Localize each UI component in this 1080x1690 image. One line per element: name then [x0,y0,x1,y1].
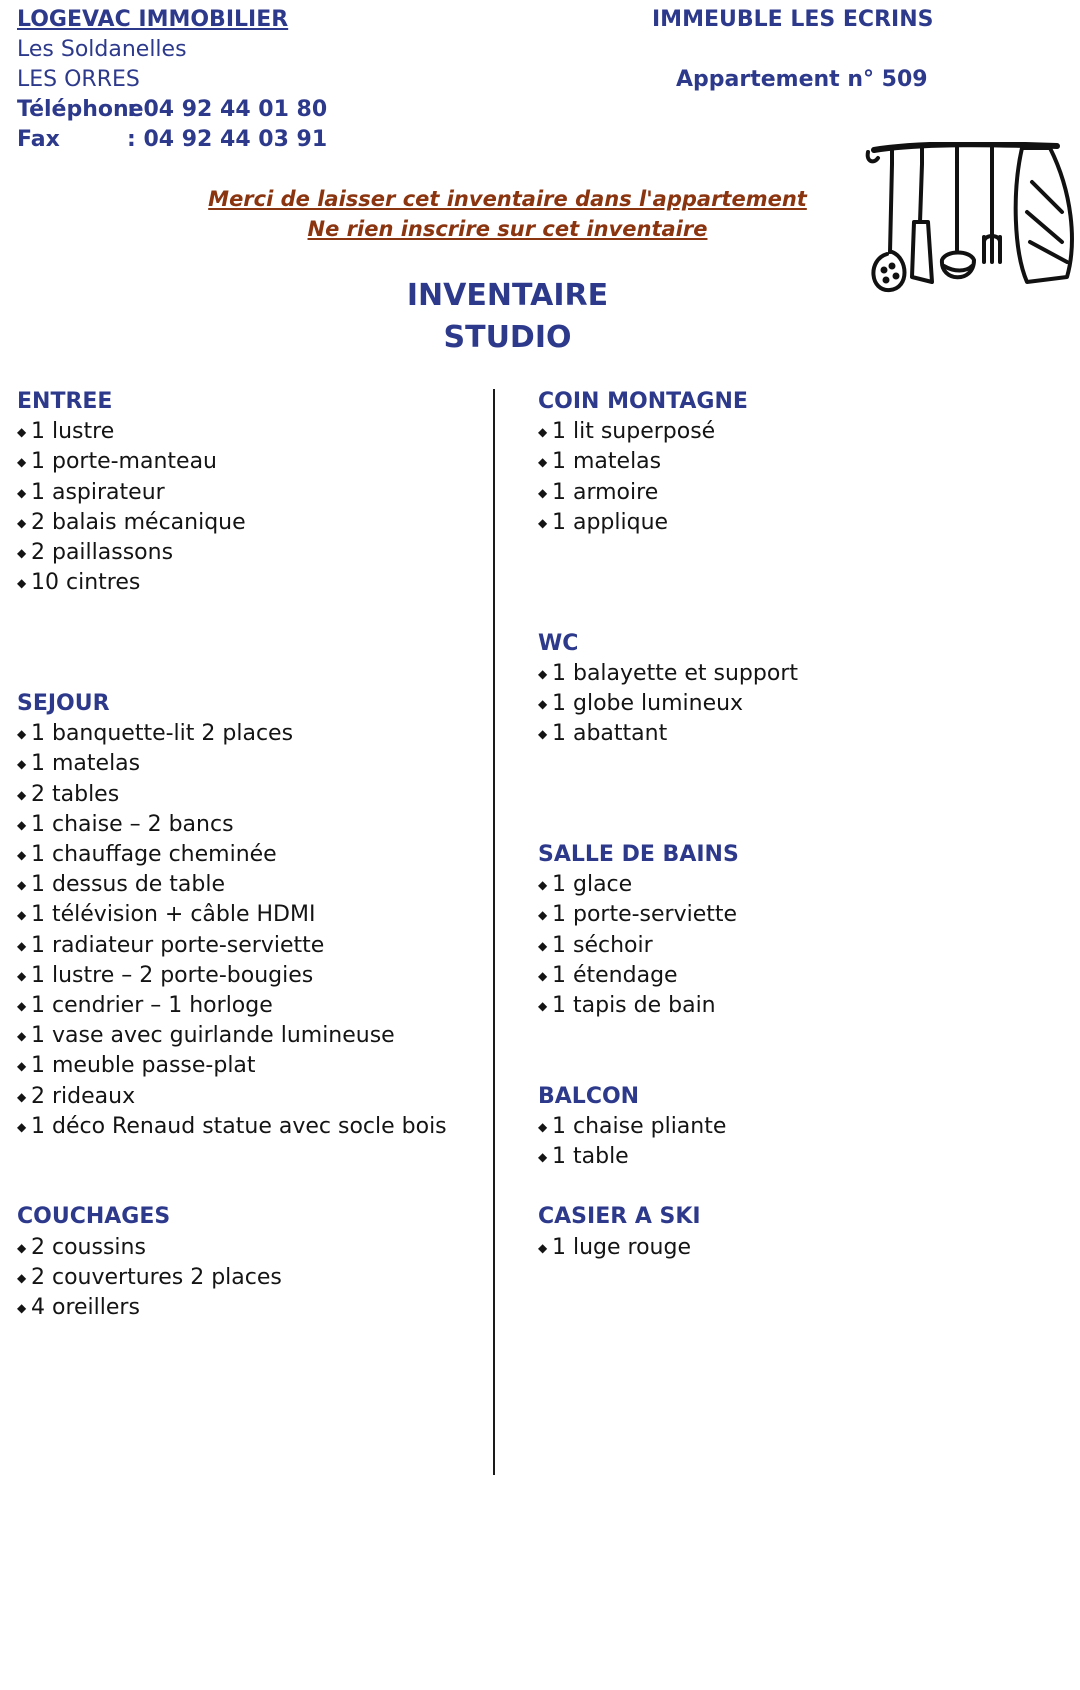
left-column [17,387,487,1323]
list-item [538,478,1058,508]
list-item [17,1051,487,1081]
list-item [538,1142,1058,1172]
list-item [17,1233,487,1263]
section-title: COUCHAGES [17,1204,171,1230]
agency-name: LOGEVAC IMMOBILIER [17,7,289,32]
item-text: 2 couvertures 2 places [31,1264,282,1290]
list-item [17,1293,487,1323]
bullet-icon: ◆ [17,1029,27,1044]
list-item [17,1112,487,1142]
list-item [17,931,487,961]
list-item [17,538,487,568]
bullet-icon: ◆ [17,757,27,772]
list-item [17,719,487,749]
bullet-icon: ◆ [538,938,548,953]
item-text: 1 séchoir [552,932,653,958]
section-title: ENTREE [17,389,113,414]
right-column [538,387,1058,1263]
bullet-icon: ◆ [17,848,27,862]
item-text: 10 cintres [31,570,141,596]
list-item [17,478,487,508]
building-name: IMMEUBLE LES ECRINS [652,7,934,32]
bullet-icon: ◆ [17,455,27,470]
bullet-icon: ◆ [17,999,27,1014]
list-item [538,1112,1058,1142]
bullet-icon: ◆ [17,1301,27,1316]
list-item [538,508,1058,538]
item-text: 1 lustre – 2 porte-bougies [31,962,314,988]
bullet-icon: ◆ [538,1240,548,1255]
bullet-icon: ◆ [538,727,548,742]
bullet-icon: ◆ [538,515,548,530]
list-item [17,991,487,1021]
bullet-icon: ◆ [17,908,27,923]
item-text: 1 dessus de table [31,872,226,898]
list-item [17,780,487,810]
bullet-icon: ◆ [538,908,548,923]
bullet-icon: ◆ [538,968,548,983]
fax-number: : 04 92 44 03 91 [127,127,328,152]
item-text: 1 matelas [552,449,662,475]
column-divider [493,389,495,1475]
item-text: 1 luge rouge [552,1234,692,1260]
section-title: SEJOUR [17,690,110,716]
bullet-icon: ◆ [17,727,27,742]
section-balcon [538,1082,1058,1173]
list-item [17,810,487,840]
item-text: 1 meuble passe-plat [31,1053,256,1079]
item-text: 2 rideaux [31,1083,136,1109]
section-coin-montagne [538,387,1058,538]
item-text: 1 matelas [31,751,141,777]
item-text: 1 table [552,1143,629,1169]
bullet-icon: ◆ [17,1240,27,1255]
bullet-icon: ◆ [538,455,548,470]
bullet-icon: ◆ [538,1149,548,1164]
item-text: 1 cendrier – 1 horloge [31,993,273,1019]
bullet-icon: ◆ [538,485,548,500]
section-title: CASIER A SKI [538,1204,701,1230]
list-item [17,1263,487,1293]
list-item [17,870,487,900]
list-item [17,417,487,447]
inventory-subtitle: STUDIO [443,320,572,355]
section-title: BALCON [538,1083,640,1109]
bullet-icon: ◆ [17,425,27,440]
list-item [17,840,487,870]
item-text: 4 oreillers [31,1295,140,1321]
list-item [538,900,1058,930]
section-title: COIN MONTAGNE [538,389,748,414]
bullet-icon: ◆ [538,425,548,440]
list-item [538,417,1058,447]
list-item [17,900,487,930]
list-item [538,1233,1058,1263]
item-text: 1 glace [552,872,633,898]
bullet-icon: ◆ [17,546,27,561]
agency-address-line2: LES ORRES [17,67,140,92]
notice-line-1: Merci de laisser cet inventaire dans l'appartement [208,187,807,211]
apartment-number: Appartement n° 509 [676,67,928,92]
item-text: 2 coussins [31,1234,146,1260]
list-item [538,870,1058,900]
bullet-icon: ◆ [17,878,27,893]
bullet-icon: ◆ [17,515,27,530]
fax-label: Fax [17,127,60,152]
section-sejour [17,689,487,1142]
item-text: 1 banquette-lit 2 places [31,721,294,747]
item-text: 1 balayette et support [552,660,798,686]
section-entree [17,387,487,598]
list-item [17,1082,487,1112]
list-item [17,568,487,598]
list-item [538,991,1058,1021]
item-text: 1 lustre [31,419,115,445]
item-text: 1 tapis de bain [552,992,716,1018]
section-couchages [17,1202,487,1323]
section-title: WC [538,630,579,656]
bullet-icon: ◆ [17,1089,27,1104]
item-text: 1 télévision + câble HDMI [31,902,316,928]
item-text: 1 porte-serviette [552,902,738,928]
list-item [538,447,1058,477]
bullet-icon: ◆ [17,1059,27,1074]
item-text: 1 chauffage cheminée [31,842,277,867]
section-salle-de-bains [538,840,1058,1021]
bullet-icon: ◆ [17,817,27,832]
bullet-icon: ◆ [17,1270,27,1285]
item-text: 1 armoire [552,479,659,505]
list-item [538,931,1058,961]
section-wc [538,629,1058,750]
list-item [17,447,487,477]
bullet-icon: ◆ [538,666,548,681]
phone-label: Téléphone [17,97,144,122]
bullet-icon: ◆ [538,998,548,1013]
bullet-icon: ◆ [538,1119,548,1134]
inventory-title: INVENTAIRE [406,278,609,313]
item-text: 2 paillassons [31,540,174,566]
bullet-icon: ◆ [538,696,548,711]
list-item [17,961,487,991]
item-text: 1 radiateur porte-serviette [31,932,325,958]
item-text: 1 applique [552,509,669,535]
bullet-icon: ◆ [17,787,27,802]
section-title: SALLE DE BAINS [538,841,739,867]
item-text: 1 chaise – 2 bancs [31,811,234,837]
item-text: 1 abattant [552,721,668,747]
item-text: 1 porte-manteau [31,449,218,475]
item-text: 1 vase avec guirlande lumineuse [31,1023,395,1049]
bullet-icon: ◆ [17,938,27,953]
item-text: 1 aspirateur [31,479,165,505]
item-text: 2 balais mécanique [31,509,246,535]
bullet-icon: ◆ [17,576,27,591]
notice-line-2: Ne rien inscrire sur cet inventaire [307,217,708,241]
list-item [538,719,1058,749]
list-item [17,1021,487,1051]
item-text: 1 chaise pliante [552,1113,727,1139]
agency-address-line1: Les Soldanelles [17,37,187,62]
phone-number: : 04 92 44 01 80 [127,97,328,122]
section-casier-a-ski [538,1202,1058,1262]
bullet-icon: ◆ [17,968,27,983]
item-text: 1 déco Renaud statue avec socle bois [31,1113,447,1139]
bullet-icon: ◆ [17,485,27,500]
list-item [17,508,487,538]
list-item [538,659,1058,689]
list-item [538,689,1058,719]
list-item [538,961,1058,991]
bullet-icon: ◆ [17,1119,27,1134]
item-text: 2 tables [31,781,120,807]
item-text: 1 lit superposé [552,419,716,445]
item-text: 1 globe lumineux [552,690,744,716]
item-text: 1 étendage [552,962,678,988]
bullet-icon: ◆ [538,878,548,893]
list-item [17,749,487,779]
